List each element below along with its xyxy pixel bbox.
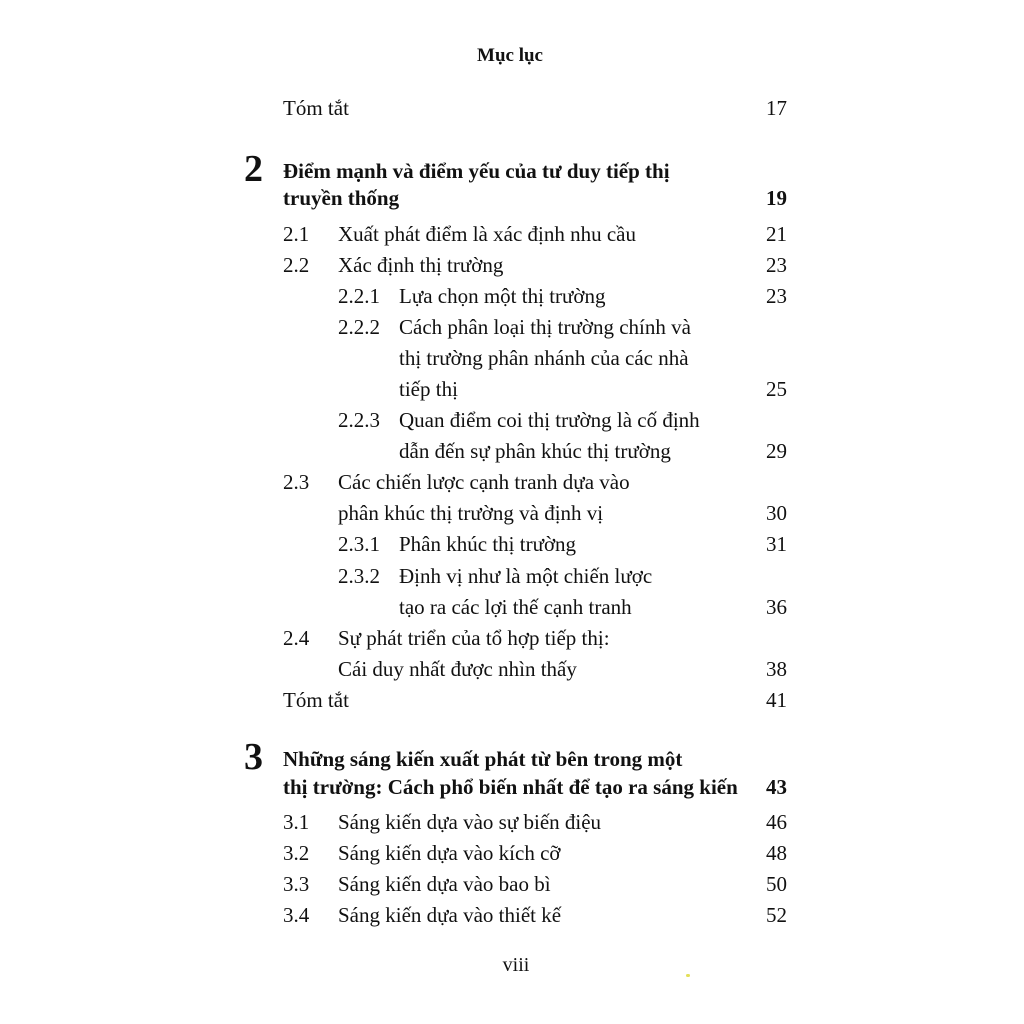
section-title-line: Các chiến lược cạnh tranh dựa vào [338, 470, 630, 494]
paper-speck [686, 974, 690, 977]
section-title: Xuất phát điểm là xác định nhu cầu [338, 222, 636, 246]
subsection-title: Phân khúc thị trường [399, 532, 577, 556]
chapter-number: 3 [244, 736, 263, 778]
toc-page-number: 52 [766, 903, 787, 927]
toc-summary-label: Tóm tắt [283, 688, 349, 712]
section-title: Xác định thị trường [338, 253, 504, 277]
section-number: 3.2 [283, 841, 310, 865]
section-number: 2.1 [283, 222, 310, 246]
chapter-title-line: Điểm mạnh và điểm yếu của tư duy tiếp thị [283, 159, 670, 183]
section-number: 3.4 [283, 903, 310, 927]
subsection-title-line: tiếp thị [399, 377, 458, 401]
subsection-number: 2.2.2 [338, 315, 380, 339]
section-title-line: Sự phát triển của tổ hợp tiếp thị: [338, 626, 610, 650]
toc-page-number: 30 [766, 501, 787, 525]
section-title-line: phân khúc thị trường và định vị [338, 501, 604, 525]
page-title: Mục lục [477, 45, 543, 66]
chapter-title-line: Những sáng kiến xuất phát từ bên trong một [283, 747, 683, 771]
toc-page-number: 25 [766, 377, 787, 401]
toc-page-number: 46 [766, 810, 787, 834]
section-number: 3.3 [283, 872, 310, 896]
section-title-line: Cái duy nhất được nhìn thấy [338, 657, 577, 681]
section-title: Sáng kiến dựa vào kích cỡ [338, 841, 561, 865]
subsection-title-line: Cách phân loại thị trường chính và [399, 315, 691, 339]
subsection-number: 2.2.3 [338, 408, 380, 432]
toc-page-number: 29 [766, 439, 787, 463]
toc-page-number: 23 [766, 284, 787, 308]
toc-page-number: 38 [766, 657, 787, 681]
section-title: Sáng kiến dựa vào sự biến điệu [338, 810, 602, 834]
toc-page-number: 23 [766, 253, 787, 277]
toc-summary-label: Tóm tắt [283, 96, 349, 120]
toc-page-number: 50 [766, 872, 787, 896]
toc-page-number: 41 [766, 688, 787, 712]
subsection-title-line: Quan điểm coi thị trường là cố định [399, 408, 700, 432]
section-title: Sáng kiến dựa vào thiết kế [338, 903, 562, 927]
toc-page-number: 48 [766, 841, 787, 865]
toc-page-number: 36 [766, 595, 787, 619]
subsection-title-line: thị trường phân nhánh của các nhà [399, 346, 689, 370]
toc-page-number: 31 [766, 532, 787, 556]
subsection-number: 2.3.1 [338, 532, 380, 556]
page-folio: viii [502, 954, 530, 976]
subsection-title-line: dẫn đến sự phân khúc thị trường [399, 439, 671, 463]
subsection-number: 2.2.1 [338, 284, 380, 308]
subsection-title-line: tạo ra các lợi thế cạnh tranh [399, 595, 632, 619]
section-number: 2.3 [283, 470, 310, 494]
chapter-title-line: thị trường: Cách phổ biến nhất để tạo ra sáng kiến [283, 775, 738, 799]
toc-page-number: 21 [766, 222, 787, 246]
chapter-page-number: 43 [766, 775, 787, 799]
section-number: 3.1 [283, 810, 310, 834]
subsection-title-line: Định vị như là một chiến lược [399, 564, 653, 588]
subsection-number: 2.3.2 [338, 564, 380, 588]
chapter-number: 2 [244, 148, 263, 190]
toc-page-number: 17 [766, 96, 787, 120]
chapter-page-number: 19 [766, 186, 787, 210]
chapter-title-line: truyền thống [283, 186, 400, 210]
section-number: 2.2 [283, 253, 310, 277]
section-number: 2.4 [283, 626, 310, 650]
subsection-title: Lựa chọn một thị trường [399, 284, 606, 308]
section-title: Sáng kiến dựa vào bao bì [338, 872, 551, 896]
